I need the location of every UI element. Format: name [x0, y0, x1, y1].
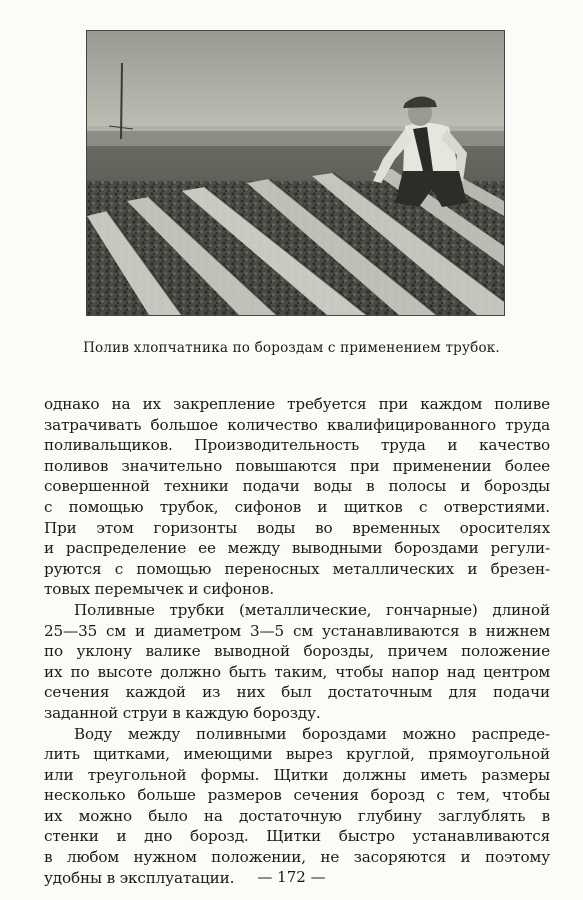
text-line: однако на их закрепление требуется при каждом поливе: [44, 395, 550, 413]
text-line: заданной струи в каждую борозду.: [44, 703, 321, 722]
text-line: их можно было на достаточную глубину заглублять в: [44, 806, 550, 825]
text-line: поливов значительно повышаются при применении более: [44, 456, 550, 475]
text-line: руются с помощью переносных металлических и брезен-: [44, 559, 550, 578]
text-line: по уклону валике выводной борозды, причем положение: [44, 642, 550, 661]
text-line: Воду между поливными бороздами можно распреде-: [74, 724, 550, 743]
text-line: их по высоте должно быть таким, чтобы напор над центром: [44, 662, 550, 681]
paragraph-2: [44, 600, 550, 724]
paragraph-3: [44, 724, 550, 889]
text-line: При этом горизонты воды во временных оросителях: [44, 518, 550, 537]
field-irrigation-photo: [86, 30, 505, 316]
text-line: и распределение ее между выводными бороздами регули-: [44, 539, 550, 558]
text-line: 25—35 см и диаметром 3—5 см устанавливаются в нижнем: [44, 621, 550, 640]
text-line: несколько больше размеров сечения борозд с тем, чтобы: [44, 786, 550, 805]
page-number: — 172 —: [257, 868, 326, 886]
text-line: удобны в эксплуатации.: [44, 868, 235, 887]
paragraph-1: [44, 394, 550, 600]
text-line: Поливные трубки (металлические, гончарные) длиной: [74, 600, 550, 619]
text-line: с помощью трубок, сифонов и щитков с отверстиями.: [44, 497, 550, 516]
text-line: поливальщиков. Производительность труда и качество: [44, 436, 550, 455]
text-line: товых перемычек и сифонов.: [44, 580, 275, 599]
figure-caption: Полив хлопчатника по бороздам с применением трубок.: [83, 340, 500, 356]
text-line: лить щитками, имеющими вырез круглой, прямоугольной: [44, 745, 550, 764]
text-line: сечения каждой из них был достаточным для подачи: [44, 683, 550, 702]
text-line: совершенной техники подачи воды в полосы и борозды: [44, 477, 550, 496]
text-line: в любом нужном положении, не засоряются и поэтому: [44, 848, 550, 867]
text-line: затрачивать большое количество квалифицированного труда: [44, 415, 550, 434]
body-text: [44, 394, 550, 888]
text-line: или треугольной формы. Щитки должны иметь размеры: [44, 765, 550, 784]
text-line: стенки и дно борозд. Щитки быстро устанавливаются: [44, 827, 550, 846]
